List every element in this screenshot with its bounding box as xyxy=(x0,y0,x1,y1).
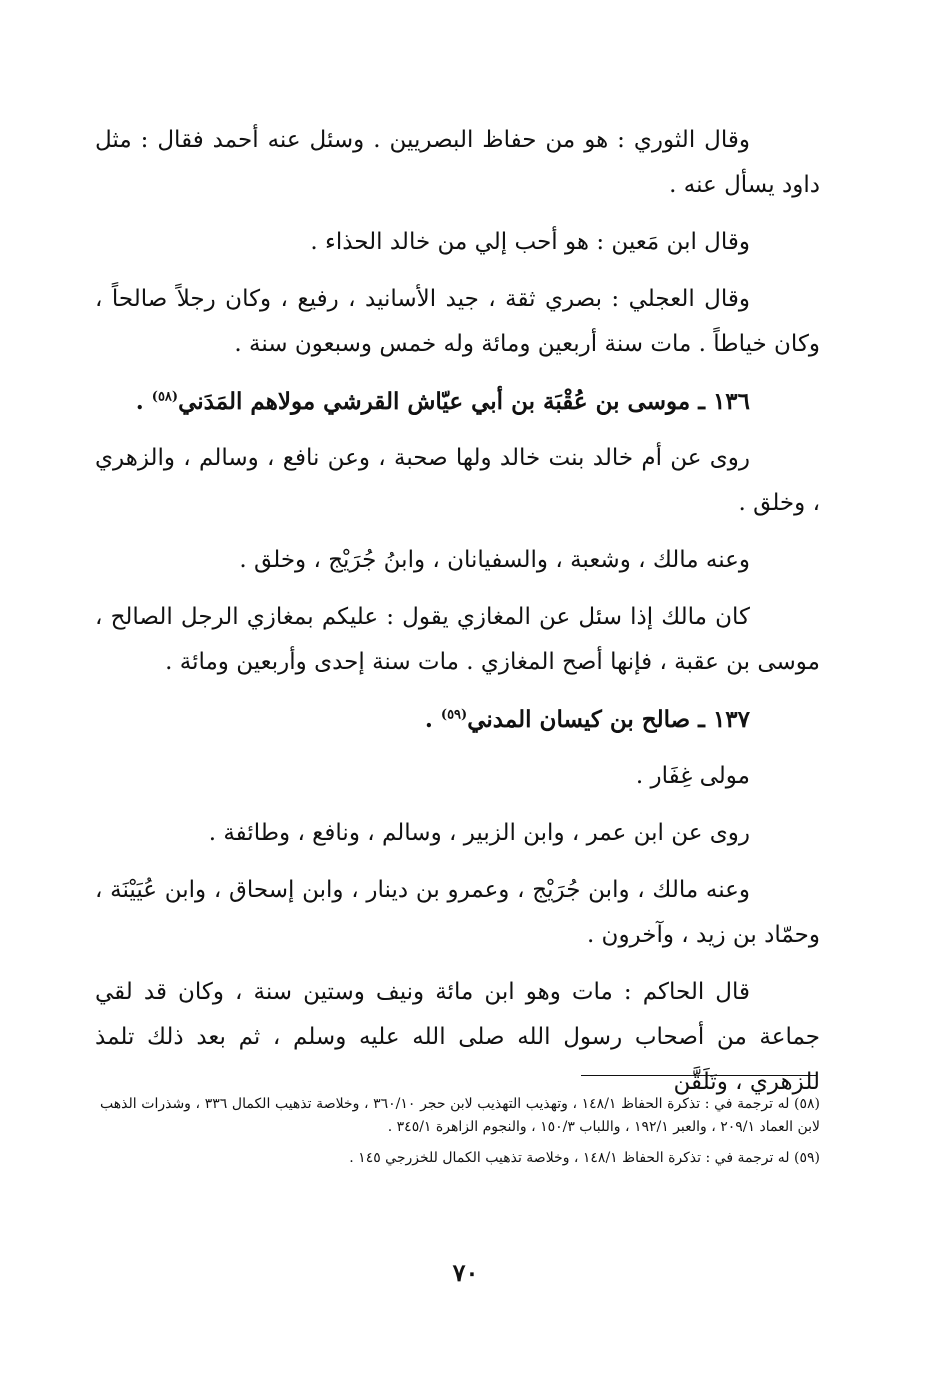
footnote-59: (٥٩) له ترجمة في : تذكرة الحفاظ ١٤٨/١ ، وخلاصة تذهيب الكمال للخزرجي ١٤٥ . xyxy=(349,1150,820,1166)
paragraph: وقال العجلي : بصري ثقة ، جيد الأسانيد ، رفيع ، وكان رجلاً صالحاً ، وكان خياطاً . مات سنة أربعين ومائة وله خمس وسبعون سنة . xyxy=(95,286,820,357)
page-number: ٧٠ xyxy=(452,1258,479,1287)
footnote-divider xyxy=(581,1075,816,1076)
footnote-ref-59: (٥٩) xyxy=(440,707,468,723)
paragraph: كان مالك إذا سئل عن المغازي يقول : عليكم بمغازي الرجل الصالح ، موسى بن عقبة ، فإنها أصح المغازي . مات سنة إحدى وأربعين ومائة . xyxy=(95,604,820,675)
main-text xyxy=(95,118,820,1117)
paragraph: وقال الثوري : هو من حفاظ البصريين . وسئل عنه أحمد فقال : مثل داود يسأل عنه . xyxy=(95,127,820,198)
paragraph: وعنه مالك ، وشعبة ، والسفيانان ، وابنُ جُرَيْج ، وخلق . xyxy=(239,547,750,573)
paragraph: روى عن ابن عمر ، وابن الزبير ، وسالم ، ونافع ، وطائفة . xyxy=(208,820,750,846)
footnotes xyxy=(100,1093,820,1178)
entry-heading-136 xyxy=(95,379,820,424)
footnote-58: (٥٨) له ترجمة في : تذكرة الحفاظ ١٤٨/١ ، وتهذيب التهذيب لابن حجر ٣٦٠/١٠ ، وخلاصة تذهيب الكمال ٣٣٦ ، وشذرات الذهب لابن العماد ٢٠٩/١ ، والعبر ١٩٢/١ ، واللباب ١٥٠/٣ ، والنجوم الزاهرة ٣٤٥/١ . xyxy=(100,1096,820,1135)
paragraph: مولى غِفَار . xyxy=(635,763,750,789)
paragraph: روى عن أم خالد بنت خالد ولها صحبة ، وعن نافع ، وسالم ، والزهري ، وخلق . xyxy=(95,445,820,516)
entry-heading-tail: . xyxy=(135,388,152,415)
entry-heading-text: ١٣٦ ـ موسى بن عُقْبَة بن أبي عيّاش القرشي مولاهم المَدَني xyxy=(178,388,750,415)
entry-heading-137 xyxy=(95,697,820,742)
entry-heading-text: ١٣٧ ـ صالح بن كيسان المدني xyxy=(467,706,750,733)
paragraph: قال الحاكم : مات وهو ابن مائة ونيف وستين سنة ، وكان قد لقي جماعة من أصحاب رسول الله صلى الله عليه وسلم ، ثم بعد ذلك تلمذ للزهري ، وتَلَقَّن xyxy=(95,979,820,1095)
paragraph: وعنه مالك ، وابن جُرَيْج ، وعمرو بن دينار ، وابن إسحاق ، وابن عُيَيْنَة ، وحمّاد بن زيد ، وآخرون . xyxy=(95,877,820,948)
paragraph: وقال ابن مَعين : هو أحب إلي من خالد الحذاء . xyxy=(310,229,750,255)
footnote-ref-58: (٥٨) xyxy=(151,389,179,405)
entry-heading-tail: . xyxy=(424,706,441,733)
